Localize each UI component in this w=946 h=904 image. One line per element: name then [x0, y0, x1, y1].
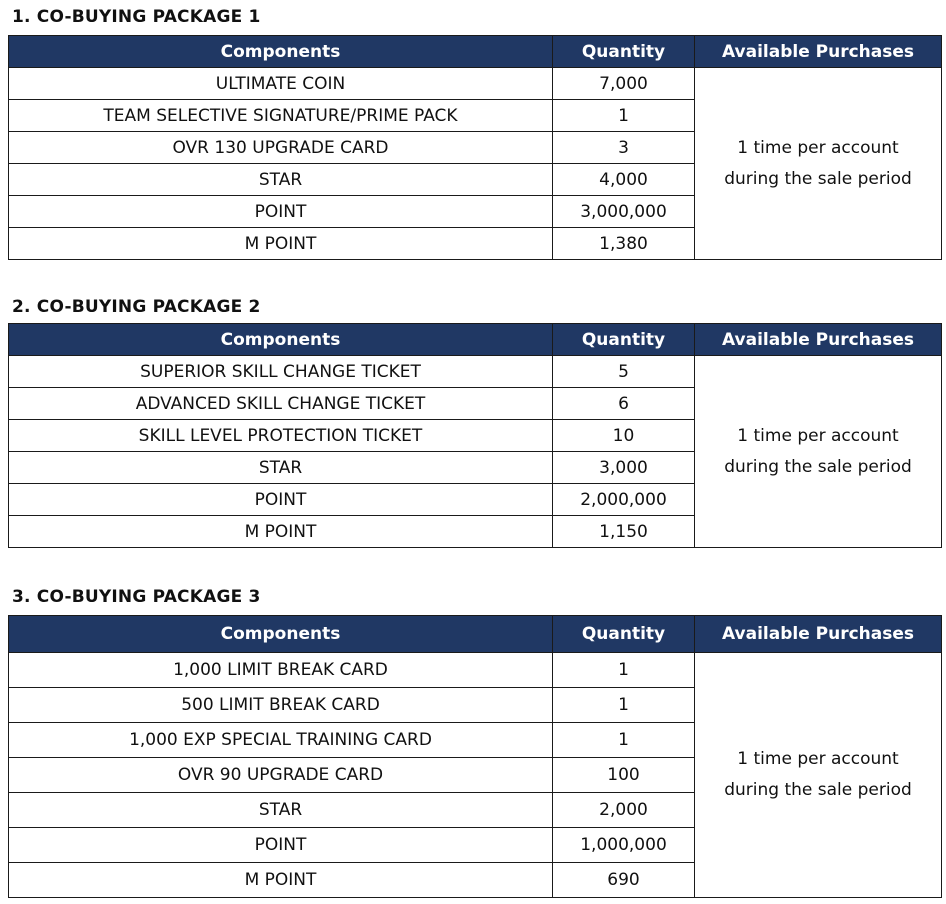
- quantity-cell: 1: [553, 688, 695, 723]
- availability-line-2: during the sale period: [724, 168, 912, 189]
- components-header: Components: [9, 616, 553, 653]
- table-header-row: [9, 36, 942, 68]
- component-cell: 1,000 EXP SPECIAL TRAINING CARD: [9, 723, 553, 758]
- component-cell: M POINT: [9, 863, 553, 898]
- package-title: 1. CO-BUYING PACKAGE 1: [12, 7, 261, 27]
- availability-line-1: 1 time per account: [737, 749, 899, 769]
- component-cell: ULTIMATE COIN: [9, 68, 553, 100]
- component-cell: 500 LIMIT BREAK CARD: [9, 688, 553, 723]
- availability-line-1: 1 time per account: [737, 425, 899, 446]
- component-cell: STAR: [9, 164, 553, 196]
- quantity-cell: 1: [553, 723, 695, 758]
- available-purchases-header: Available Purchases: [695, 616, 942, 653]
- available-purchases-header: Available Purchases: [695, 324, 942, 356]
- table-row: [9, 653, 942, 688]
- quantity-cell: 3: [553, 132, 695, 164]
- component-cell: STAR: [9, 452, 553, 484]
- quantity-cell: 1,150: [553, 516, 695, 548]
- table-row: [9, 68, 942, 100]
- component-cell: POINT: [9, 196, 553, 228]
- quantity-header: Quantity: [553, 36, 695, 68]
- package-table: [8, 323, 942, 548]
- quantity-cell: 690: [553, 863, 695, 898]
- package-table: [8, 615, 942, 898]
- component-cell: OVR 90 UPGRADE CARD: [9, 758, 553, 793]
- component-cell: STAR: [9, 793, 553, 828]
- quantity-cell: 7,000: [553, 68, 695, 100]
- quantity-cell: 100: [553, 758, 695, 793]
- quantity-cell: 10: [553, 420, 695, 452]
- availability-cell: [695, 68, 942, 260]
- quantity-cell: 4,000: [553, 164, 695, 196]
- quantity-header: Quantity: [553, 616, 695, 653]
- component-cell: SKILL LEVEL PROTECTION TICKET: [9, 420, 553, 452]
- quantity-cell: 2,000: [553, 793, 695, 828]
- component-cell: OVR 130 UPGRADE CARD: [9, 132, 553, 164]
- availability-line-2: during the sale period: [724, 456, 912, 477]
- table-row: [9, 356, 942, 388]
- table-header-row: [9, 324, 942, 356]
- component-cell: SUPERIOR SKILL CHANGE TICKET: [9, 356, 553, 388]
- quantity-cell: 3,000,000: [553, 196, 695, 228]
- quantity-cell: 2,000,000: [553, 484, 695, 516]
- quantity-cell: 1,380: [553, 228, 695, 260]
- quantity-header: Quantity: [553, 324, 695, 356]
- quantity-cell: 1: [553, 100, 695, 132]
- component-cell: POINT: [9, 484, 553, 516]
- component-cell: TEAM SELECTIVE SIGNATURE/PRIME PACK: [9, 100, 553, 132]
- package-table: [8, 35, 942, 260]
- components-header: Components: [9, 36, 553, 68]
- component-cell: ADVANCED SKILL CHANGE TICKET: [9, 388, 553, 420]
- availability-cell: [695, 356, 942, 548]
- component-cell: 1,000 LIMIT BREAK CARD: [9, 653, 553, 688]
- quantity-cell: 5: [553, 356, 695, 388]
- component-cell: POINT: [9, 828, 553, 863]
- component-cell: M POINT: [9, 516, 553, 548]
- package-title: 2. CO-BUYING PACKAGE 2: [12, 297, 261, 317]
- availability-line-1: 1 time per account: [737, 137, 899, 158]
- availability-line-2: during the sale period: [724, 780, 912, 800]
- package-title: 3. CO-BUYING PACKAGE 3: [12, 587, 261, 607]
- table-header-row: [9, 616, 942, 653]
- quantity-cell: 3,000: [553, 452, 695, 484]
- quantity-cell: 6: [553, 388, 695, 420]
- component-cell: M POINT: [9, 228, 553, 260]
- availability-cell: [695, 653, 942, 898]
- available-purchases-header: Available Purchases: [695, 36, 942, 68]
- quantity-cell: 1,000,000: [553, 828, 695, 863]
- components-header: Components: [9, 324, 553, 356]
- quantity-cell: 1: [553, 653, 695, 688]
